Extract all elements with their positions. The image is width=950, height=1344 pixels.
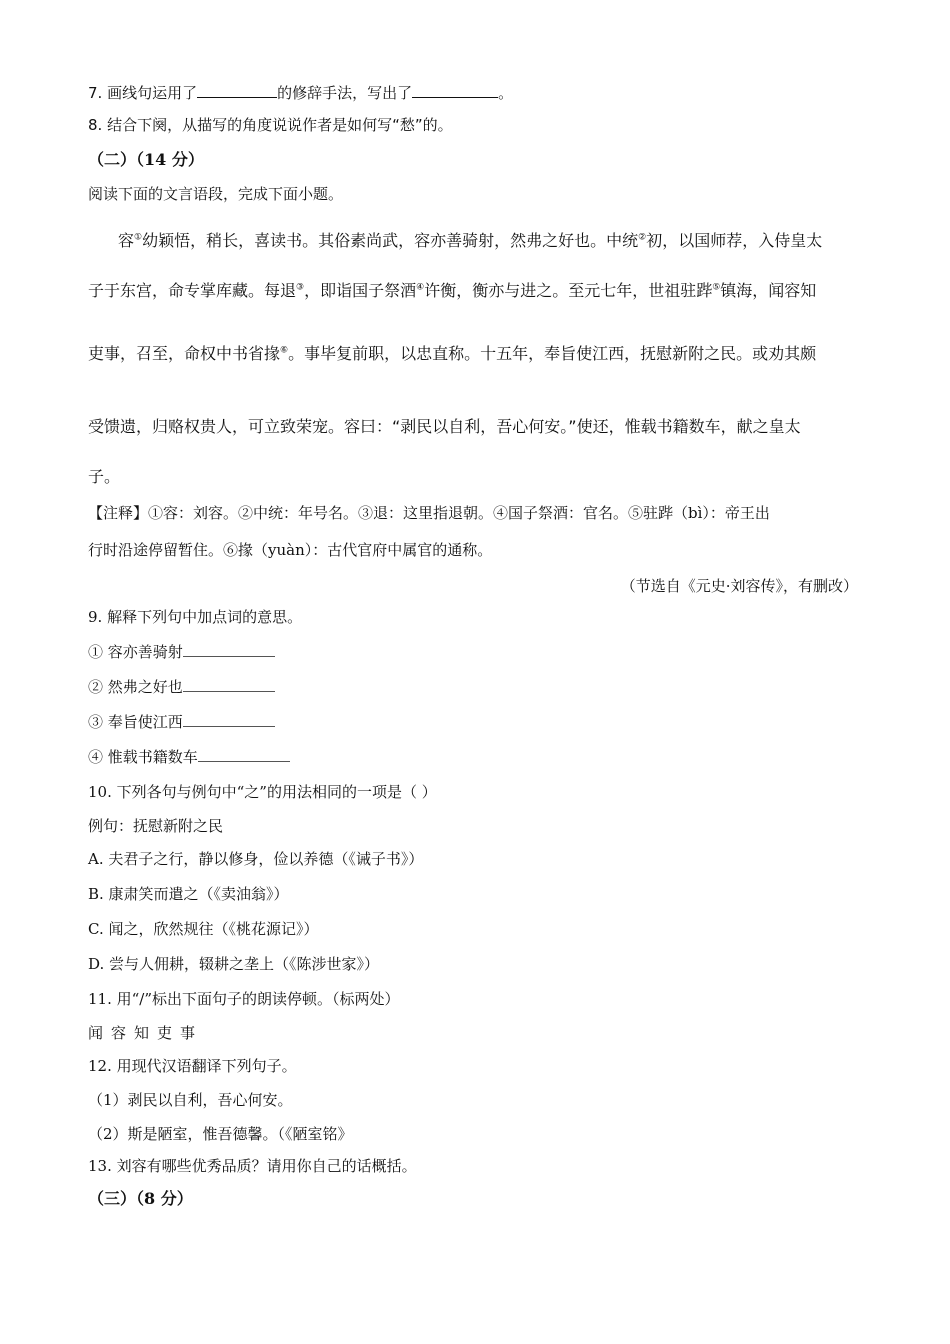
answer-blank[interactable] bbox=[183, 641, 275, 657]
question-13: 13. 刘容有哪些优秀品质？请用你自己的话概括。 bbox=[88, 1157, 417, 1175]
question-12: 12. 用现代汉语翻译下列句子。 bbox=[88, 1057, 297, 1075]
q7-blank-1[interactable] bbox=[197, 81, 277, 98]
q11-sentence: 闻容知吏事 bbox=[88, 1024, 204, 1042]
note-ref: ⑤ bbox=[712, 282, 721, 293]
q7-text-mid: 的修辞手法，写出了 bbox=[277, 84, 413, 102]
q9-item-text: ④ 惟载书籍数车 bbox=[88, 748, 198, 766]
note-ref: ③ bbox=[296, 282, 305, 293]
q8-text: 结合下阕，从描写的角度说说作者是如何写“愁”的。 bbox=[107, 116, 453, 134]
passage-text: 容 bbox=[118, 231, 135, 250]
source-citation: （节选自《元史·刘容传》，有删改） bbox=[620, 577, 858, 595]
notes-line-1: 【注释】①容：刘容。②中统：年号名。③退：这里指退朝。④国子祭酒：官名。⑤驻跸（bì）：帝王出 bbox=[88, 504, 770, 522]
q9-item-text: ② 然弗之好也 bbox=[88, 678, 183, 696]
question-11: 11. 用“/”标出下面句子的朗读停顿。（标两处） bbox=[88, 990, 400, 1008]
q10-option-d[interactable]: D. 尝与人佣耕，辍耕之垄上（《陈涉世家》） bbox=[88, 955, 380, 973]
passage-text: ，即诣国子祭酒 bbox=[304, 281, 417, 300]
note-ref: ④ bbox=[416, 282, 425, 293]
question-9: 9. 解释下列句中加点词的意思。 bbox=[88, 608, 303, 626]
q12-item-1: （1）剥民以自利，吾心何安。 bbox=[88, 1091, 293, 1109]
note-ref: ⑥ bbox=[280, 345, 289, 356]
q10-option-b[interactable]: B. 康肃笑而遣之（《卖油翁》） bbox=[88, 885, 289, 903]
passage-text: 许衡，衡亦与进之。至元七年，世祖驻跸 bbox=[424, 281, 713, 300]
passage-text: 。事毕复前职，以忠直称。十五年，奉旨使江西，抚慰新附之民。或劝其颇 bbox=[288, 344, 817, 363]
q7-blank-2[interactable] bbox=[412, 81, 498, 98]
passage-line-2 bbox=[88, 280, 860, 302]
note-ref: ② bbox=[638, 232, 647, 243]
passage-line-4: 受馈遗，归赂权贵人，可立致荣宠。容曰：“剥民以自利，吾心何安。”使还，惟载书籍数车，献之皇太 bbox=[88, 417, 801, 436]
q7-text-post: 。 bbox=[498, 84, 514, 102]
section-2-intro: 阅读下面的文言语段，完成下面小题。 bbox=[88, 185, 344, 203]
passage-line-1 bbox=[118, 230, 890, 252]
passage-text: 幼颖悟，稍长，喜读书。其俗素尚武，容亦善骑射，然弗之好也。中统 bbox=[142, 231, 639, 250]
passage-text: 镇海，闻容知 bbox=[720, 281, 817, 300]
question-10: 10. 下列各句与例句中“之”的用法相同的一项是（ ） bbox=[88, 783, 437, 801]
question-7 bbox=[88, 81, 513, 103]
passage-line-3 bbox=[88, 343, 860, 365]
q8-number: 8. bbox=[88, 116, 103, 134]
q9-item-1 bbox=[88, 641, 275, 662]
passage-line-5: 子。 bbox=[88, 467, 121, 486]
q12-item-2: （2）斯是陋室，惟吾德馨。（《陋室铭》 bbox=[88, 1125, 353, 1143]
q9-item-4 bbox=[88, 746, 290, 767]
q9-item-3 bbox=[88, 711, 275, 732]
passage-text: 吏事，召至，命权中书省掾 bbox=[88, 344, 281, 363]
answer-blank[interactable] bbox=[183, 676, 275, 692]
section-2-title: （二）（14 分） bbox=[88, 150, 204, 169]
q7-number: 7. bbox=[88, 84, 103, 102]
notes-line-2: 行时沿途停留暂住。⑥掾（yuàn）：古代官府中属官的通称。 bbox=[88, 541, 493, 559]
q10-option-a[interactable]: A. 夫君子之行，静以修身，俭以养德（《诫子书》） bbox=[88, 850, 424, 868]
q10-option-c[interactable]: C. 闻之，欣然规往（《桃花源记》） bbox=[88, 920, 319, 938]
answer-blank[interactable] bbox=[183, 711, 275, 727]
section-3-title: （三）（8 分） bbox=[88, 1189, 193, 1208]
q9-item-text: ③ 奉旨使江西 bbox=[88, 713, 183, 731]
passage-text: 初，以国师荐，入侍皇太 bbox=[646, 231, 823, 250]
q10-example: 例句：抚慰新附之民 bbox=[88, 817, 224, 835]
note-ref: ① bbox=[134, 232, 143, 243]
q7-text-pre: 画线句运用了 bbox=[107, 84, 198, 102]
passage-text: 子于东宫，命专掌库藏。每退 bbox=[88, 281, 297, 300]
answer-blank[interactable] bbox=[198, 746, 290, 762]
question-8 bbox=[88, 115, 453, 135]
q9-item-2 bbox=[88, 676, 275, 697]
q9-item-text: ① 容亦善骑射 bbox=[88, 643, 183, 661]
